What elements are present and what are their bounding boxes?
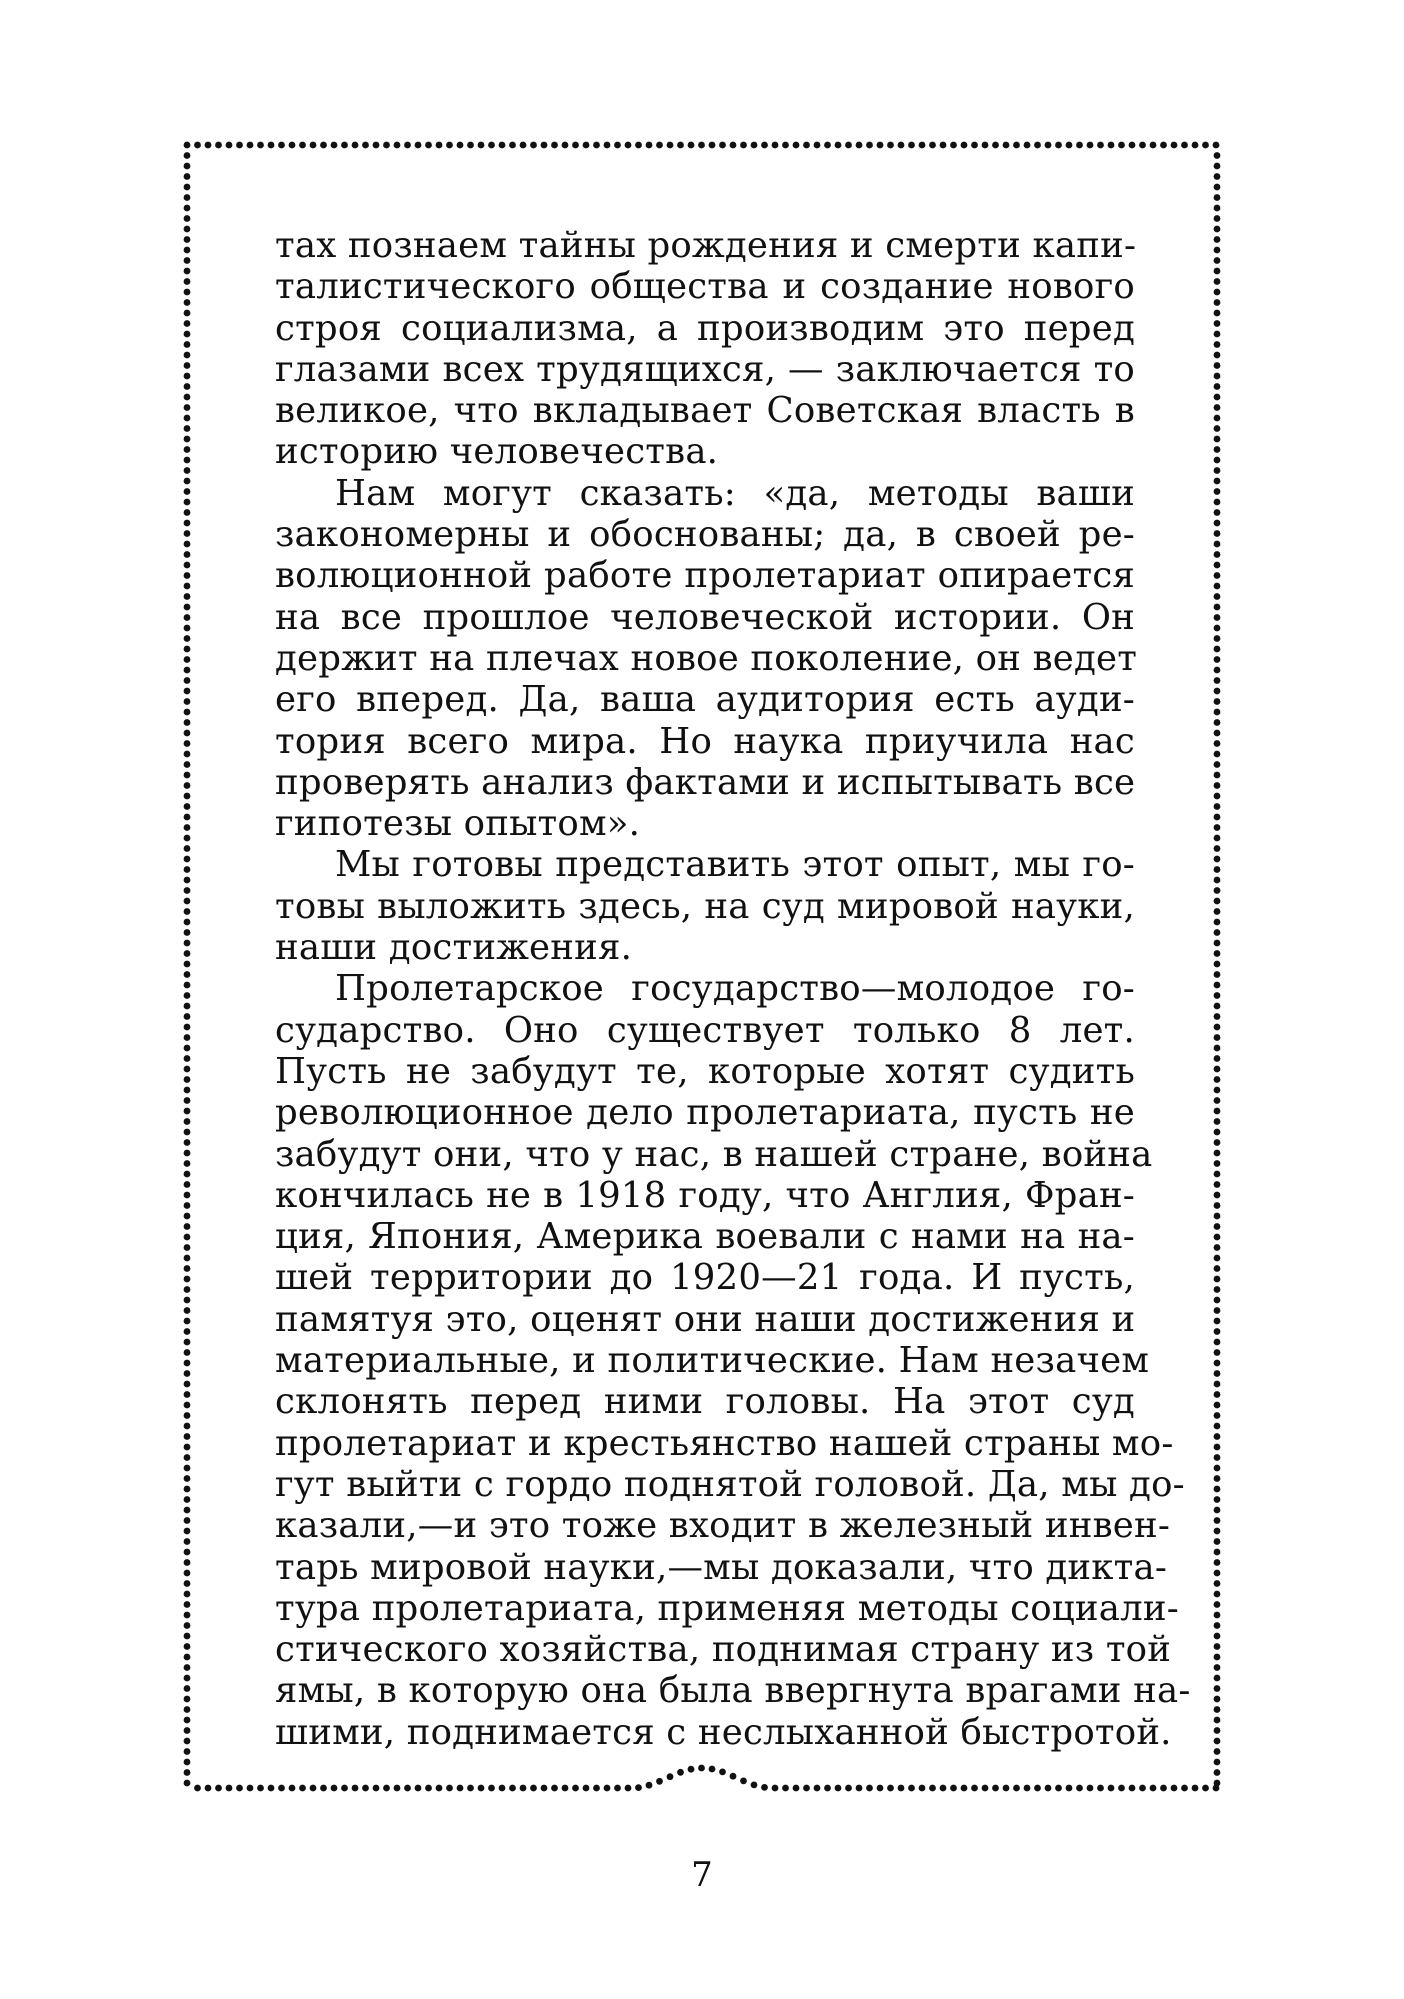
text-line: талистического общества и создание нового (275, 266, 1135, 308)
text-line: проверять анализ фактами и испытывать все (275, 761, 1136, 803)
text-line: его вперед. Да, ваша аудитория есть ауди- (275, 679, 1135, 721)
text-line: Нам могут сказать: «да, методы ваши (335, 472, 1135, 514)
page-number: 7 (691, 1855, 713, 1895)
paragraph (275, 472, 1138, 845)
text-line: волюционной работе пролетариат опирается (275, 555, 1135, 597)
text-line: великое, что вкладывает Советская власть в (275, 390, 1135, 432)
text-line: гипотезы опытом». (275, 803, 641, 845)
text-line: Пусть не забудут те, которые хотят судить (275, 1050, 1135, 1092)
text-line: строя социализма, а производим это перед (275, 307, 1135, 349)
body-text (275, 225, 1191, 1753)
text-line: закономерны и обоснованы; да, в своей ре- (275, 514, 1135, 556)
text-line: пролетариат и крестьянство нашей страны мо- (275, 1422, 1174, 1464)
text-line: держит на плечах новое поколение, он ведет (275, 637, 1138, 679)
text-line: наши достижения. (275, 927, 633, 969)
text-line: шей территории до 1920—21 года. И пусть, (275, 1257, 1135, 1299)
text-line: шими, поднимается с неслыханной быстротой. (275, 1711, 1172, 1753)
text-line: на все прошлое человеческой истории. Он (275, 596, 1135, 638)
text-line: глазами всех трудящихся, — заключается то (275, 348, 1135, 390)
text-line: тах познаем тайны рождения и смерти капи- (275, 225, 1137, 266)
paragraph (275, 225, 1135, 473)
text-line: тарь мировой науки,—мы доказали, что дикта- (275, 1546, 1168, 1588)
text-line: ция, Япония, Америка воевали с нами на на- (275, 1216, 1135, 1258)
text-line: материальные, и политические. Нам незачем (275, 1340, 1150, 1382)
text-line: революционное дело пролетариата, пусть не (275, 1092, 1135, 1134)
text-line: Пролетарское государство—молодое го- (335, 968, 1135, 1010)
paragraph (275, 844, 1135, 968)
text-line: забудут они, что у нас, в нашей стране, война (275, 1133, 1153, 1175)
text-line: сударство. Оно существует только 8 лет. (275, 1009, 1135, 1051)
text-line: тура пролетариата, применяя методы социали- (275, 1587, 1179, 1629)
text-line: товы выложить здесь, на суд мировой науки, (275, 885, 1135, 927)
text-line: памятуя это, оценят они наши достижения и (275, 1298, 1136, 1340)
text-line: Мы готовы представить этот опыт, мы го- (335, 844, 1135, 886)
paragraph (275, 968, 1191, 1753)
text-line: склонять перед ними головы. На этот суд (275, 1381, 1135, 1423)
text-line: гут выйти с гордо поднятой головой. Да, мы до- (275, 1463, 1185, 1505)
text-line: тория всего мира. Но наука приучила нас (275, 720, 1135, 762)
text-line: кончилась не в 1918 году, что Англия, Фран- (275, 1174, 1135, 1216)
text-line: казали,—и это тоже входит в железный инвен- (275, 1505, 1171, 1547)
text-line: стического хозяйства, поднимая страну из той (275, 1629, 1172, 1671)
text-line: ямы, в которую она была ввергнута врагами на- (275, 1670, 1191, 1712)
text-line: историю человечества. (275, 431, 719, 473)
